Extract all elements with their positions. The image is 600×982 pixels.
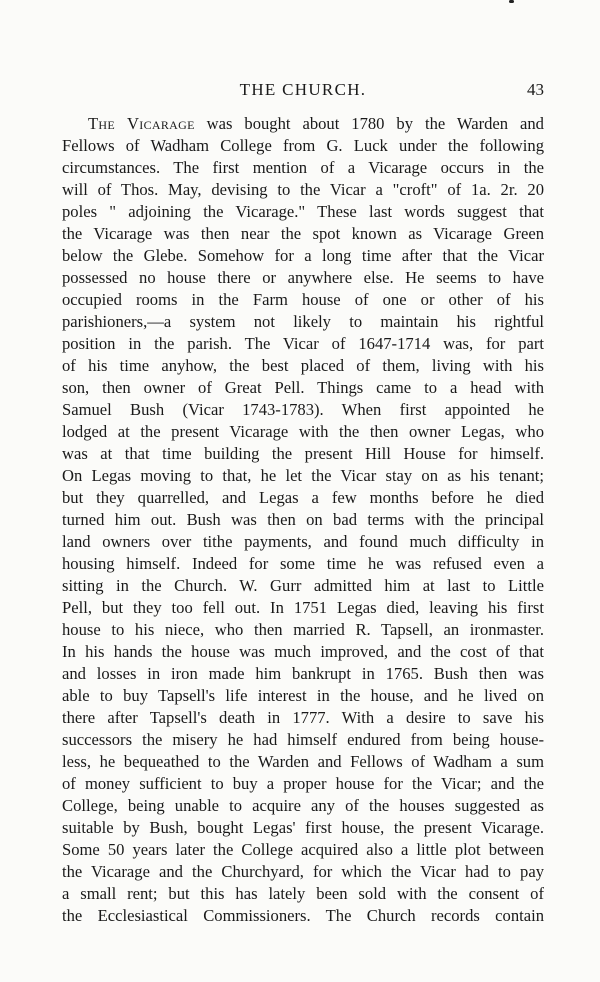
text-line: On Legas moving to that, he let the Vicar stay on as his tenant; (62, 466, 544, 485)
print-speck (509, 0, 514, 3)
text-line: but they quarrelled, and Legas a few months before he died (62, 488, 544, 507)
text-line: there after Tapsell's death in 1777. With a desire to save his (62, 708, 544, 727)
text-line: was at that time building the present Hill House for himself. (62, 444, 544, 463)
text-line: of money sufficient to buy a proper house for the Vicar; and the (62, 774, 544, 793)
text-line: occupied rooms in the Farm house of one or other of his (62, 290, 544, 309)
text-line: Some 50 years later the College acquired also a little plot between (62, 840, 544, 859)
text-line: position in the parish. The Vicar of 1647-1714 was, for part (62, 334, 544, 353)
text-line: successors the misery he had himself endured from being house- (62, 730, 544, 749)
running-title: THE CHURCH. (239, 80, 367, 99)
text-line: lodged at the present Vicarage with the then owner Legas, who (62, 422, 544, 441)
text-line: able to buy Tapsell's life interest in the house, and he lived on (62, 686, 544, 705)
text-line: of his time anyhow, the best placed of them, living with his (62, 356, 544, 375)
text-line: circumstances. The first mention of a Vicarage occurs in the (62, 158, 544, 177)
text-line: suitable by Bush, bought Legas' first house, the present Vicarage. (62, 818, 544, 837)
text-line: the Vicarage and the Churchyard, for which the Vicar had to pay (62, 862, 544, 881)
text-line: parishioners,—a system not likely to maintain his rightful (62, 312, 544, 331)
text-line: Fellows of Wadham College from G. Luck under the following (62, 136, 544, 155)
text-line: the Vicarage was then near the spot known as Vicarage Green (62, 224, 544, 243)
text-line: Samuel Bush (Vicar 1743-1783). When first appointed he (62, 400, 544, 419)
text-line: housing himself. Indeed for some time he was refused even a (62, 554, 544, 573)
text-line: sitting in the Church. W. Gurr admitted him at last to Little (62, 576, 544, 595)
body-paragraph (62, 113, 544, 927)
text-line: land owners over tithe payments, and found much difficulty in (62, 532, 544, 551)
running-head (62, 80, 544, 102)
text-line: and losses in iron made him bankrupt in 1765. Bush then was (62, 664, 544, 683)
text-line: poles " adjoining the Vicarage." These last words suggest that (62, 202, 544, 221)
text-line: will of Thos. May, devising to the Vicar a "croft" of 1a. 2r. 20 (62, 180, 544, 199)
text-line: College, being unable to acquire any of the houses suggested as (62, 796, 544, 815)
text-line (62, 113, 544, 135)
page-number: 43 (527, 80, 544, 99)
text-line: below the Glebe. Somehow for a long time after that the Vicar (62, 246, 544, 265)
text-line: the Ecclesiastical Commissioners. The Church records contain (62, 906, 544, 925)
text-line: a small rent; but this has lately been sold with the consent of (62, 884, 544, 903)
lead-in-smallcaps: The Vicarage (88, 114, 195, 133)
text-line: son, then owner of Great Pell. Things came to a head with (62, 378, 544, 397)
text-line: possessed no house there or anywhere else. He seems to have (62, 268, 544, 287)
text-line: Pell, but they too fell out. In 1751 Legas died, leaving his first (62, 598, 544, 617)
text-line: In his hands the house was much improved, and the cost of that (62, 642, 544, 661)
text-line: turned him out. Bush was then on bad terms with the principal (62, 510, 544, 529)
line-text: was bought about 1780 by the Warden and (194, 114, 544, 133)
text-line: less, he bequeathed to the Warden and Fellows of Wadham a sum (62, 752, 544, 771)
text-line: house to his niece, who then married R. Tapsell, an ironmaster. (62, 620, 544, 639)
